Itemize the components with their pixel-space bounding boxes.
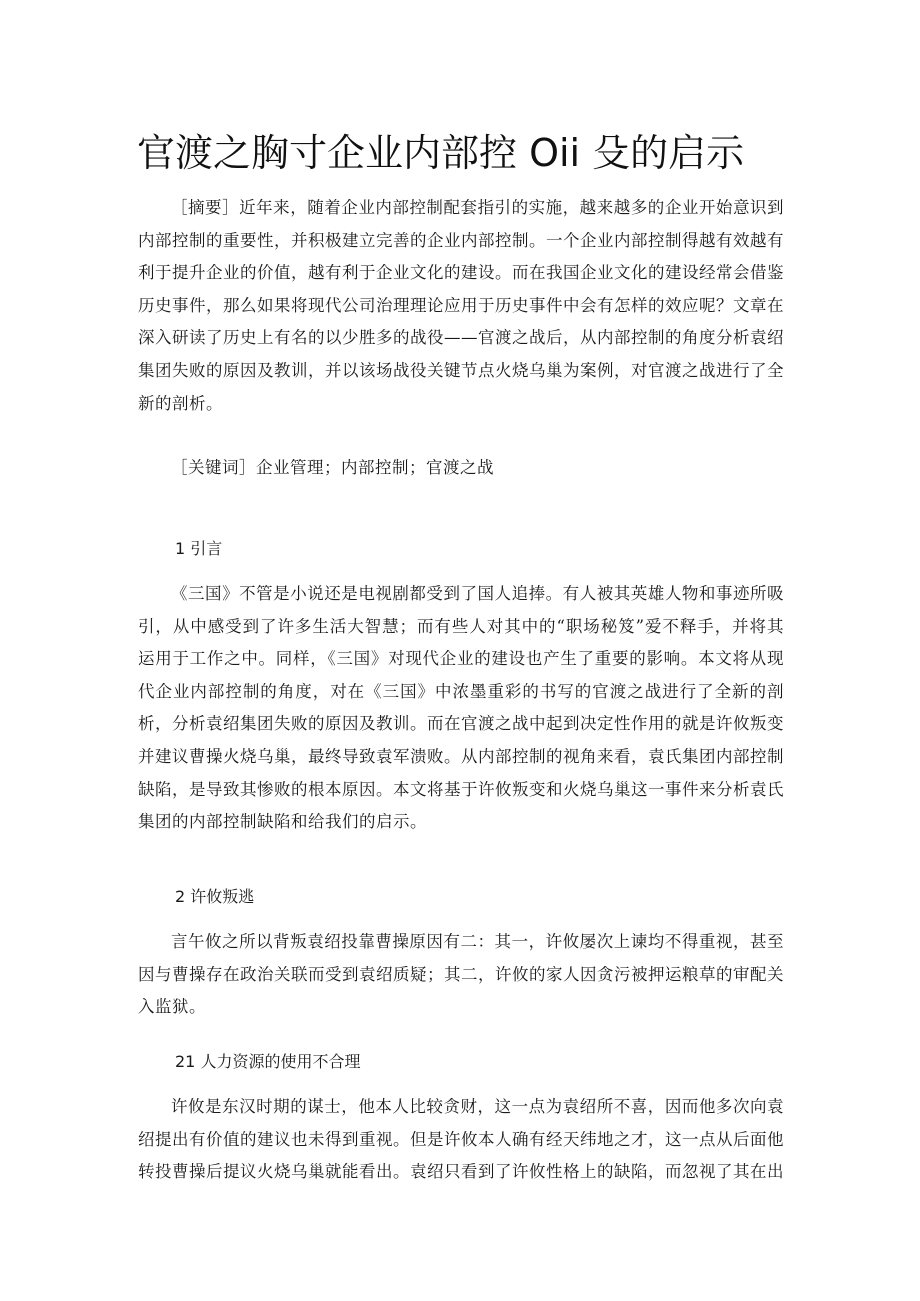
section-paragraph-xuyou-defection: 言午攸之所以背叛袁绍投靠曹操原因有二：其一，许攸屡次上谏均不得重视，甚至因与曹操存在政治关联而受到袁绍质疑；其二，许攸的家人因贪污被押运粮草的审配关入监狱。 (138, 932, 784, 1017)
section-paragraph-introduction: 《三国》不管是小说还是电视剧都受到了国人追捧。有人被其英雄人物和事迹所吸引，从中感受到了许多生活大智慧；而有些人对其中的“职场秘笈”爱不释手，并将其运用于工作之中。同样，《三国》对现代企业的建设也产生了重要的影响。本文将从现代企业内部控制的角度，对在《三国》中浓墨重彩的书写的官渡之战进行了全新的剖析，分析袁绍集团失败的原因及教训。而在官渡之战中起到决定性作用的就是许攸叛变并建议曹操火烧乌巢，最终导致袁军溃败。从内部控制的视角来看，袁氏集团内部控制缺陷，是导致其惨败的根本原因。本文将基于许攸叛变和火烧乌巢这一事件来分析袁氏集团的内部控制缺陷和给我们的启示。 (138, 584, 784, 832)
keywords-line: ［关键词］企业管理；内部控制；官渡之战 (171, 458, 494, 477)
section-heading-human-resources: 21 人力资源的使用不合理 (175, 1052, 361, 1071)
article-title: 官渡之胸寸企业内部控 Oii 殳的启示 (137, 131, 745, 175)
section-heading-introduction: 1 引言 (175, 539, 223, 558)
section-paragraph-human-resources: 许攸是东汉时期的谋士，他本人比较贪财，这一点为袁绍所不喜，因而他多次向袁绍提出有价值的建议也未得到重视。但是许攸本人确有经天纬地之才，这一点从后面他转投曹操后提议火烧乌巢就能看出。袁绍只看到了许攸性格上的缺陷，而忽视了其在出 (138, 1097, 784, 1182)
abstract-paragraph: ［摘要］近年来，随着企业内部控制配套指引的实施，越来越多的企业开始意识到内部控制的重要性，并积极建立完善的企业内部控制。一个企业内部控制得越有效越有利于提升企业的价值，越有利于企业文化的建设。而在我国企业文化的建设经常会借鉴历史事件，那么如果将现代公司治理理论应用于历史事件中会有怎样的效应呢？文章在深入研读了历史上有名的以少胜多的战役——官渡之战后，从内部控制的角度分析袁绍集团失败的原因及教训，并以该场战役关键节点火烧乌巢为案例，对官渡之战进行了全新的剖析。 (138, 198, 784, 413)
section-heading-xuyou-defection: 2 许攸叛逃 (175, 887, 255, 906)
